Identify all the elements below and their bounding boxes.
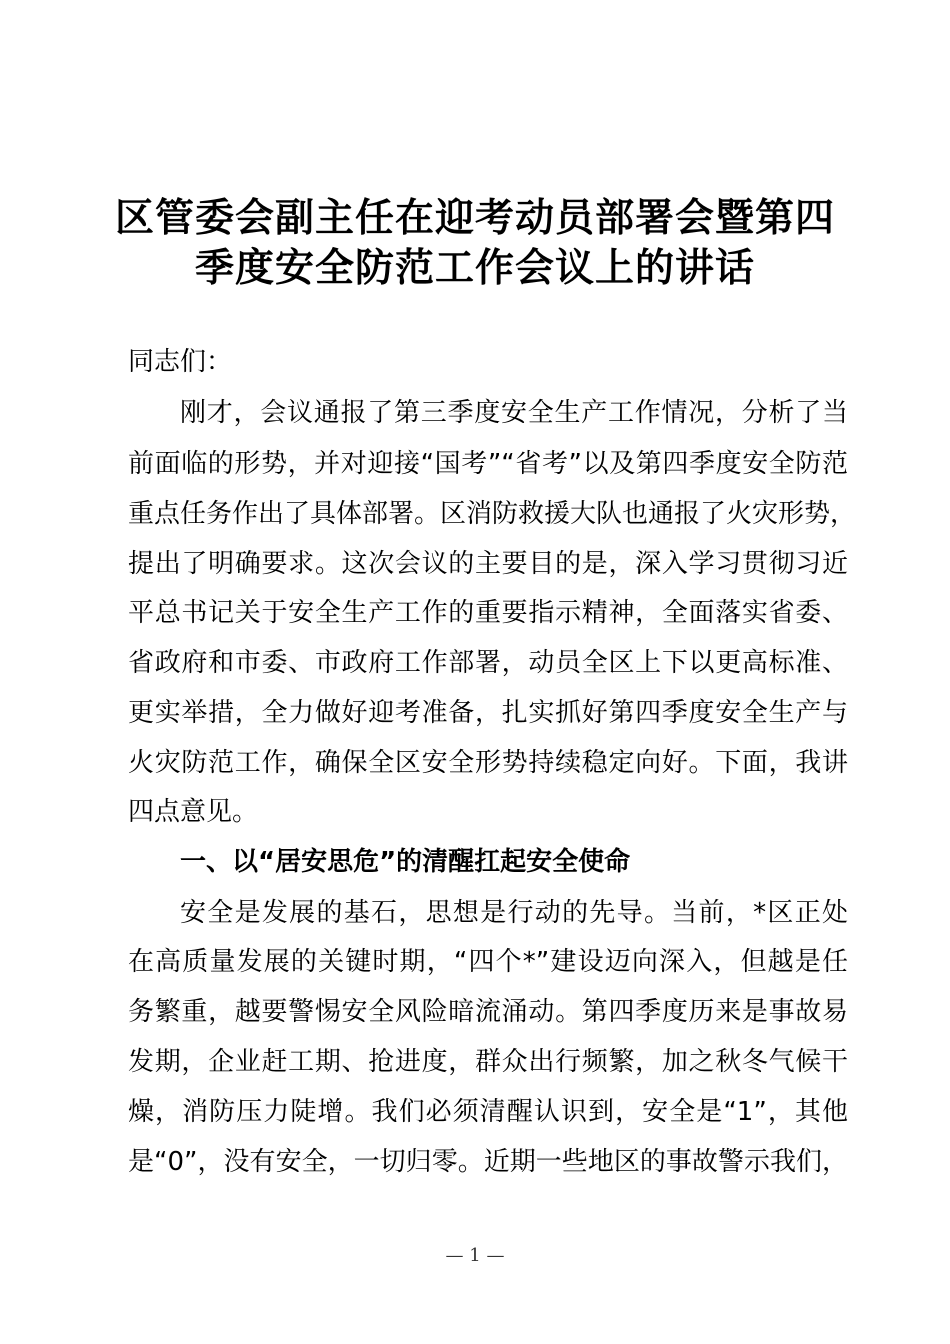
document-title-line-1: 区管委会副主任在迎考动员部署会暨第四 bbox=[114, 195, 835, 241]
paragraph-1-line: 火灾防范工作，确保全区安全形势持续稳定向好。下面，我讲 bbox=[128, 748, 848, 778]
document-title-line-2: 季度安全防范工作会议上的讲话 bbox=[194, 245, 755, 291]
section-1-heading: 一、以“居安思危”的清醒扛起安全使命 bbox=[180, 847, 631, 877]
paragraph-1-line: 重点任务作出了具体部署。区消防救援大队也通报了火灾形势， bbox=[128, 499, 857, 529]
paragraph-1-line: 四点意见。 bbox=[128, 797, 259, 827]
paragraph-2-line: 发期，企业赶工期、抢进度，群众出行频繁，加之秋冬气候干 bbox=[128, 1047, 848, 1077]
paragraph-1-line: 省政府和市委、市政府工作部署，动员全区上下以更高标准、 bbox=[128, 648, 848, 678]
salutation: 同志们： bbox=[128, 347, 233, 377]
paragraph-2-line: 务繁重，越要警惕安全风险暗流涌动。第四季度历来是事故易 bbox=[128, 997, 848, 1027]
paragraph-2-line: 是“0”，没有安全，一切归零。近期一些地区的事故警示我们， bbox=[128, 1147, 848, 1177]
paragraph-2-line: 安全是发展的基石，思想是行动的先导。当前，*区正处 bbox=[180, 898, 848, 928]
page-number: — 1 — bbox=[445, 1245, 505, 1266]
paragraph-1-line: 提出了明确要求。这次会议的主要目的是，深入学习贯彻习近 bbox=[128, 549, 848, 579]
paragraph-1-line: 更实举措，全力做好迎考准备，扎实抓好第四季度安全生产与 bbox=[128, 698, 848, 728]
paragraph-1-line: 平总书记关于安全生产工作的重要指示精神，全面落实省委、 bbox=[128, 598, 848, 628]
paragraph-1-line: 前面临的形势，并对迎接“国考”“省考”以及第四季度安全防范 bbox=[128, 449, 848, 479]
paragraph-2-line: 在高质量发展的关键时期，“四个*”建设迈向深入，但越是任 bbox=[128, 947, 848, 977]
paragraph-1-line: 刚才，会议通报了第三季度安全生产工作情况，分析了当 bbox=[180, 398, 848, 428]
paragraph-2-line: 燥，消防压力陡增。我们必须清醒认识到，安全是“1”，其他 bbox=[128, 1097, 848, 1127]
